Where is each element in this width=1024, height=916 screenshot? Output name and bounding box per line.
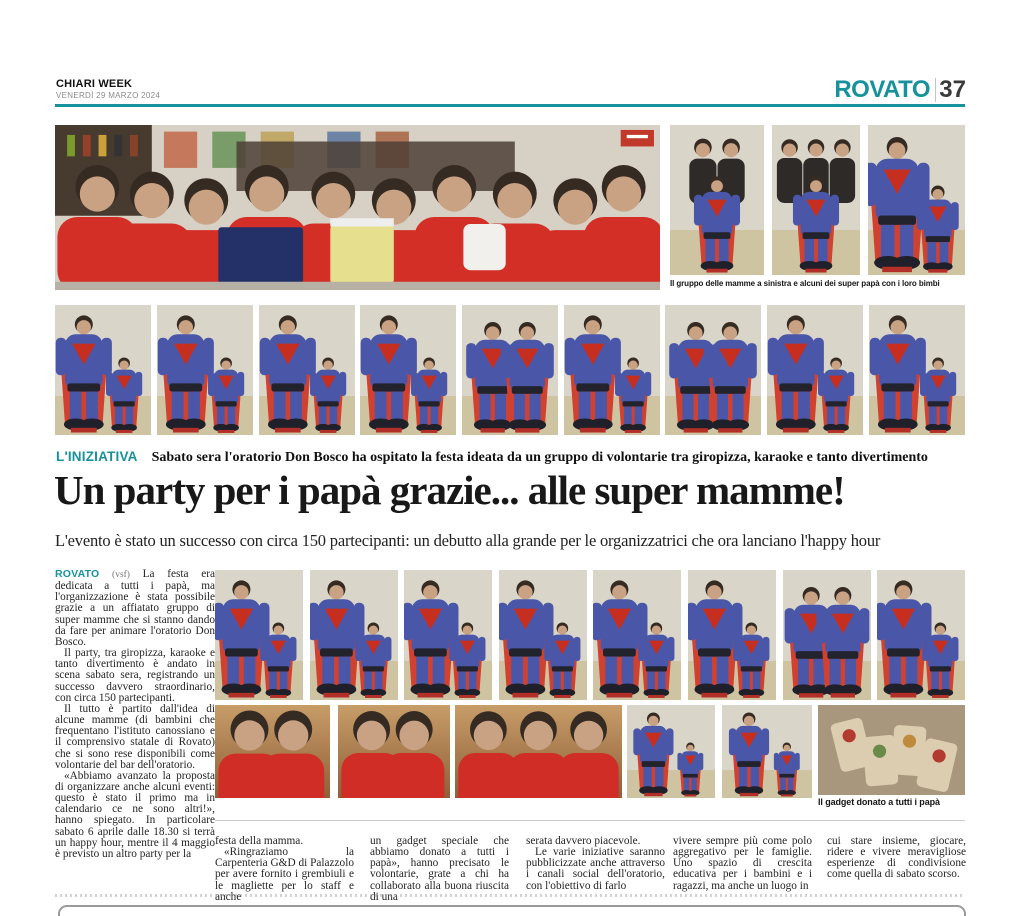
photo-c2: [688, 570, 776, 700]
photo-c2: [404, 570, 492, 700]
photo-c2: [310, 570, 398, 700]
kicker-text: Sabato sera l'oratorio Don Bosco ha ospitato la festa ideata da un gruppo di volontarie tra giropizza, karaoke e tanto divertimento: [151, 450, 928, 465]
bottom-columns-rule: [215, 820, 965, 821]
photo-c2: [767, 305, 863, 435]
photo-c2: [564, 305, 660, 435]
article-column-2: [215, 836, 354, 903]
article-column-3: [370, 836, 509, 903]
photo-c2: [627, 705, 715, 798]
photo-bag: [818, 705, 965, 795]
photo-c2a: [783, 570, 871, 700]
photo-c2a: [462, 305, 558, 435]
kicker: [56, 448, 965, 466]
paragraph: cui stare insieme, giocare, ridere e vivere meravigliose esperienze di condivisione come quella di sabato scorso.: [827, 835, 966, 881]
subhead: L'evento è stato un successo con circa 150 partecipanti: un debutto alla grande per le organizzatrici che ora lanciano l'happy hour: [55, 531, 881, 550]
masthead-rule: [55, 104, 965, 107]
paragraph: Le varie iniziative saranno pubblicizzate anche attraverso i canali social dell'oratorio, con l'obiettivo di farlo: [526, 846, 665, 892]
kicker-label: L'INIZIATIVA: [56, 449, 138, 464]
photo-w: [338, 705, 450, 798]
photo-fam: [772, 125, 860, 275]
photo-c2: [215, 570, 303, 700]
masthead-date: VENERDÌ 29 MARZO 2024: [56, 91, 161, 100]
article-column-1: [55, 569, 215, 860]
photo-c2: [877, 570, 965, 700]
page-number-separator: [935, 78, 936, 102]
article-column-5: [673, 836, 812, 892]
section-label: ROVATO: [834, 76, 930, 103]
photo-c2: [360, 305, 456, 435]
photo-c2: [157, 305, 253, 435]
paragraph-lead: [55, 569, 215, 648]
photo-c2: [259, 305, 355, 435]
page-number: 37: [939, 76, 966, 103]
photo-fam: [670, 125, 764, 275]
byline: (vsf): [112, 570, 130, 580]
headline: Un party per i papà grazie... alle super mamme!: [54, 467, 845, 513]
paragraph: «Abbiamo avanzato la proposta di organizzare anche alcuni eventi: questo è stato il primo ma in calendario ce ne sono altri!», hanno spiegato. In particolare sabato 6 aprile dalle 18.30 si terrà un happy hour, mentre il 4 maggio è previsto un altro party per la: [55, 769, 215, 860]
ad-box-partial: [58, 905, 966, 916]
caption-gadget: Il gadget donato a tutti i papà: [818, 797, 940, 807]
masthead-paper-name: CHIARI WEEK: [56, 78, 133, 90]
photo-c2: [499, 570, 587, 700]
paragraph: «Ringraziamo la Carpenteria G&D di Palazzolo per avere fornito i grembiuli e le magliette per lo staff e anche: [215, 846, 354, 903]
photo-w: [215, 705, 330, 798]
photo-c2: [869, 305, 965, 435]
paragraph: Il party, tra giropizza, karaoke e tanto divertimento è andato in scena sabato sera, registrando un successo davvero straordinario, con circa 150 partecipanti.: [55, 647, 215, 704]
article-column-6: [827, 836, 966, 881]
caption-top-photos: Il gruppo delle mamme a sinistra e alcuni dei super papà con i loro bimbi: [670, 279, 940, 288]
photo-c2a: [665, 305, 761, 435]
dateline-label: ROVATO: [55, 568, 100, 580]
paragraph: serata davvero piacevole.: [526, 835, 641, 847]
photo-c2: [868, 125, 965, 275]
microprint-line: [55, 894, 965, 897]
photo-c2: [722, 705, 812, 798]
paragraph: festa della mamma.: [215, 835, 304, 847]
photo-c2: [55, 305, 151, 435]
article-column-4: [526, 836, 665, 892]
photo-bar: [55, 125, 660, 290]
paragraph-text: La festa era dedicata a tutti i papà, ma l'organizzazione è stata possibile grazie a un affiatato gruppo di super mamme che si stanno dando da fare per animare l'oratorio Don Bosco.: [55, 568, 215, 648]
paragraph: un gadget speciale che abbiamo donato a tutti i papà», hanno precisato le volontarie, grate a chi ha collaborato alla buona riuscita di una: [370, 835, 509, 903]
photo-c2: [593, 570, 681, 700]
paragraph: Il tutto è partito dall'idea di alcune mamme (di bambini che frequentano l'istituto canossiano e il comprensivo statale di Rovato) che si sono rese disponibili come volontarie del bar dell'oratorio.: [55, 702, 215, 771]
paragraph: vivere sempre più come polo aggregativo per le famiglie. Uno spazio di crescita educativa per i bambini e i ragazzi, ma anche un luogo in: [673, 835, 812, 892]
photo-w: [455, 705, 622, 798]
